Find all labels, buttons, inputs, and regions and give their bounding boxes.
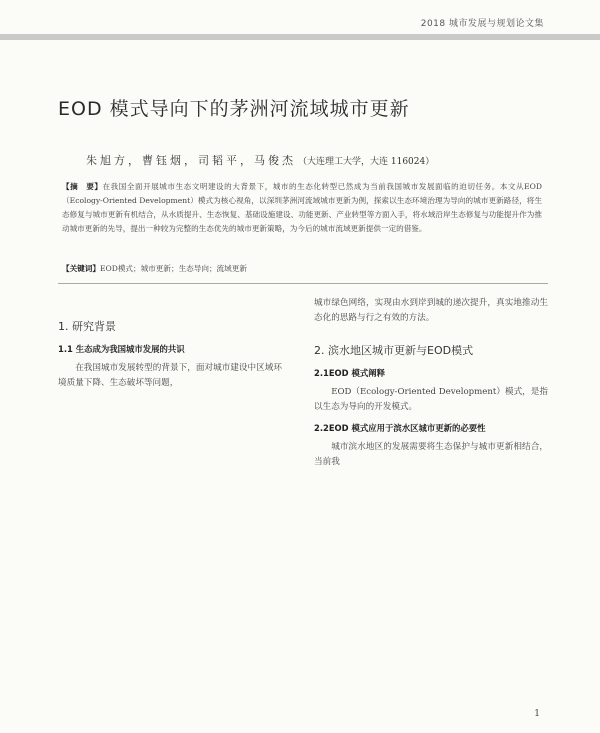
subsection-heading-1-1: 1.1 生态成为我国城市发展的共识 [58, 344, 185, 354]
paragraph: 城市滨水地区的发展需要将生态保护与城市更新相结合，当前我 [314, 442, 548, 468]
author-line [86, 152, 434, 168]
keywords-divider [58, 283, 548, 284]
keywords-label: 【关键词】 [62, 264, 100, 273]
abstract-label: 【摘 要】 [62, 182, 103, 191]
paragraph-continued: 城市绿色网络，实现由水到岸到城的递次提升，真实地推动生态化的思路与行之有效的方法。 [314, 298, 548, 324]
keywords-text: EOD模式；城市更新；生态导向；流域更新 [99, 264, 247, 273]
abstract [62, 180, 542, 236]
page-number: 1 [534, 709, 540, 719]
header-rule [0, 34, 600, 40]
article-title: EOD 模式导向下的茅洲河流域城市更新 [58, 98, 410, 120]
section-heading-2: 2. 滨水地区城市更新与EOD模式 [314, 344, 474, 358]
keywords [62, 263, 542, 274]
subsection-heading-2-1: 2.1EOD 模式阐释 [314, 368, 386, 379]
author-names: 朱旭方，曹钰烟，司韬平，马俊杰 [86, 154, 296, 167]
abstract-text: 在我国全面开展城市生态文明建设的大背景下，城市的生态化转型已然成为当前我国城市发展面临的迫切任务。本文从EOD（Ecology-Oriented Development）模式为核心视角，以深圳茅洲河流域城市更新为例，探索以生态环境治理为导向的城市更新路径，将生态修复与城市更新有机结合，从水质提升、生态恢复、基础设施建设、功能更新、产业转型等方面入手，将水域沿岸生态修复与功能提升作为推动城市更新的先导，提出一种较为完整的生态优先的城市更新策略，为今后的城市流域更新提供一定的借鉴。 [62, 182, 542, 233]
left-column [58, 318, 282, 391]
right-column [314, 296, 548, 471]
subsection-heading-2-2: 2.2EOD 模式应用于滨水区城市更新的必要性 [314, 423, 486, 434]
paragraph: 在我国城市发展转型的背景下，面对城市建设中区域环境质量下降、生态破坏等问题， [58, 363, 282, 389]
author-affiliation: （大连理工大学，大连 116024） [298, 157, 435, 167]
paragraph: EOD（Ecology-Oriented Development）模式，是指以生态为导向的开发模式。 [314, 387, 548, 413]
running-header: 2018 城市发展与规划论文集 [420, 19, 544, 29]
section-heading-1: 1. 研究背景 [58, 320, 116, 333]
